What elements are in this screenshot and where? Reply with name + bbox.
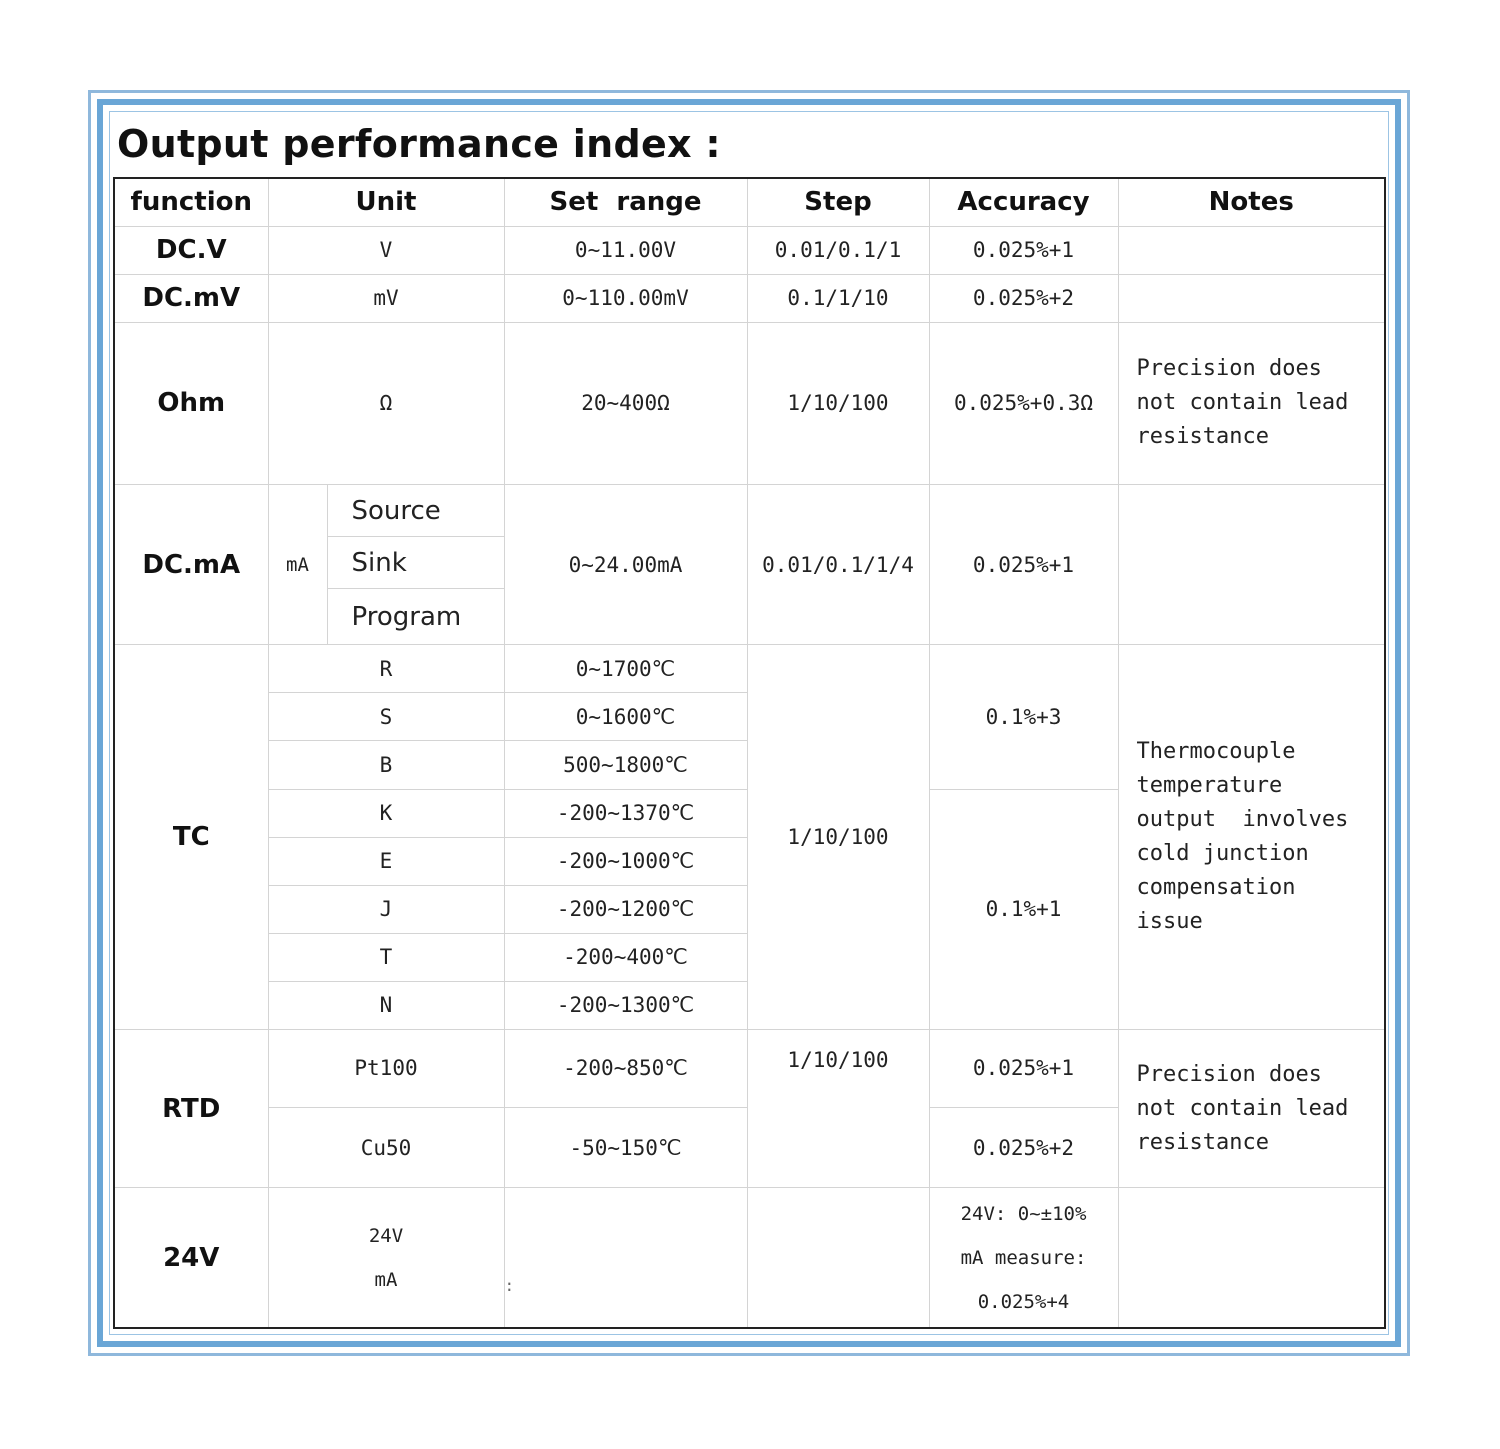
step-cell: 0.01/0.1/1 <box>747 226 929 274</box>
page-title: Output performance index : <box>117 122 721 166</box>
unit-cell: E <box>268 837 504 885</box>
accuracy-cell: 0.1%+3 <box>929 645 1118 789</box>
step-cell: 1/10/100 <box>747 1029 929 1187</box>
range-cell: -200~850℃ <box>504 1029 747 1107</box>
notes-cell <box>1118 226 1385 274</box>
step-cell <box>747 1188 929 1328</box>
function-24v: 24V <box>114 1188 268 1328</box>
step-cell: 0.01/0.1/1/4 <box>747 485 929 645</box>
performance-table <box>113 177 1386 1329</box>
notes-cell <box>1118 1029 1385 1187</box>
accuracy-cell: 0.025%+1 <box>929 226 1118 274</box>
unit-cell: mA <box>268 485 327 645</box>
notes-cell <box>1118 645 1385 1030</box>
unit-cell: B <box>268 741 504 789</box>
unit-cell: Cu50 <box>268 1108 504 1188</box>
header-notes: Notes <box>1118 178 1385 226</box>
range-cell: : <box>504 1188 747 1328</box>
function-dcv: DC.V <box>114 226 268 274</box>
range-cell: -200~1300℃ <box>504 981 747 1029</box>
table-row <box>114 322 1385 484</box>
note-line: Precision does <box>1136 1061 1322 1087</box>
note-line: cold junction <box>1136 841 1309 867</box>
step-cell: 0.1/1/10 <box>747 274 929 322</box>
mode-program: Program <box>327 589 504 645</box>
unit-cell: K <box>268 789 504 837</box>
table-row <box>114 226 1385 274</box>
range-cell: 20~400Ω <box>504 322 747 484</box>
range-cell: 0~110.00mV <box>504 274 747 322</box>
range-cell: 500~1800℃ <box>504 741 747 789</box>
unit-cell: R <box>268 645 504 693</box>
notes-cell <box>1118 485 1385 645</box>
header-function: function <box>114 178 268 226</box>
notes-cell <box>1118 274 1385 322</box>
unit-cell: Pt100 <box>268 1029 504 1107</box>
accuracy-cell: 0.025%+0.3Ω <box>929 322 1118 484</box>
accuracy-cell: 0.1%+1 <box>929 789 1118 1029</box>
accuracy-cell <box>929 1188 1118 1328</box>
range-cell: 0~24.00mA <box>504 485 747 645</box>
note-line: not contain lead <box>1136 1095 1349 1121</box>
note-line: resistance <box>1136 424 1269 450</box>
note-line: Precision does <box>1136 356 1322 382</box>
unit-cell: Ω <box>268 322 504 484</box>
function-tc: TC <box>114 645 268 1030</box>
unit-cell: N <box>268 981 504 1029</box>
step-cell: 1/10/100 <box>747 645 929 1030</box>
unit-cell: T <box>268 933 504 981</box>
note-line: not contain lead <box>1136 390 1349 416</box>
accuracy-cell: 0.025%+2 <box>929 1108 1118 1188</box>
note-line: Thermocouple <box>1136 739 1296 765</box>
unit-cell <box>268 1188 504 1328</box>
table-row <box>114 645 1385 693</box>
unit-line: 24V <box>368 1224 404 1247</box>
header-accuracy: Accuracy <box>929 178 1118 226</box>
unit-line: mA <box>374 1268 398 1291</box>
unit-cell: J <box>268 885 504 933</box>
table-row <box>114 485 1385 537</box>
accuracy-cell: 0.025%+2 <box>929 274 1118 322</box>
range-cell: -200~1370℃ <box>504 789 747 837</box>
function-ohm: Ohm <box>114 322 268 484</box>
notes-cell <box>1118 1188 1385 1328</box>
unit-cell: S <box>268 693 504 741</box>
accuracy-line: 24V: 0~±10% <box>960 1202 1087 1225</box>
notes-cell <box>1118 322 1385 484</box>
table-row <box>114 274 1385 322</box>
range-cell: -200~1200℃ <box>504 885 747 933</box>
range-cell: -200~400℃ <box>504 933 747 981</box>
unit-cell: mV <box>268 274 504 322</box>
note-line: resistance <box>1136 1129 1269 1155</box>
unit-cell: V <box>268 226 504 274</box>
range-cell: -50~150℃ <box>504 1108 747 1188</box>
accuracy-cell: 0.025%+1 <box>929 485 1118 645</box>
range-cell: -200~1000℃ <box>504 837 747 885</box>
function-dcma: DC.mA <box>114 485 268 645</box>
note-line: compensation <box>1136 875 1296 901</box>
step-cell: 1/10/100 <box>747 322 929 484</box>
header-unit: Unit <box>268 178 504 226</box>
accuracy-line: mA measure: <box>960 1246 1087 1269</box>
mode-source: Source <box>327 485 504 537</box>
function-rtd: RTD <box>114 1029 268 1187</box>
note-line: temperature <box>1136 773 1283 799</box>
table-row <box>114 1029 1385 1107</box>
note-line: output involves <box>1136 807 1349 833</box>
function-dcmv: DC.mV <box>114 274 268 322</box>
header-set-range: Set range <box>504 178 747 226</box>
header-row <box>114 178 1385 226</box>
table-row <box>114 1188 1385 1328</box>
header-step: Step <box>747 178 929 226</box>
range-cell: 0~1600℃ <box>504 693 747 741</box>
range-cell: 0~1700℃ <box>504 645 747 693</box>
accuracy-line: 0.025%+4 <box>977 1290 1070 1313</box>
note-line: issue <box>1136 909 1203 935</box>
range-cell: 0~11.00V <box>504 226 747 274</box>
mode-sink: Sink <box>327 537 504 589</box>
accuracy-cell: 0.025%+1 <box>929 1029 1118 1107</box>
